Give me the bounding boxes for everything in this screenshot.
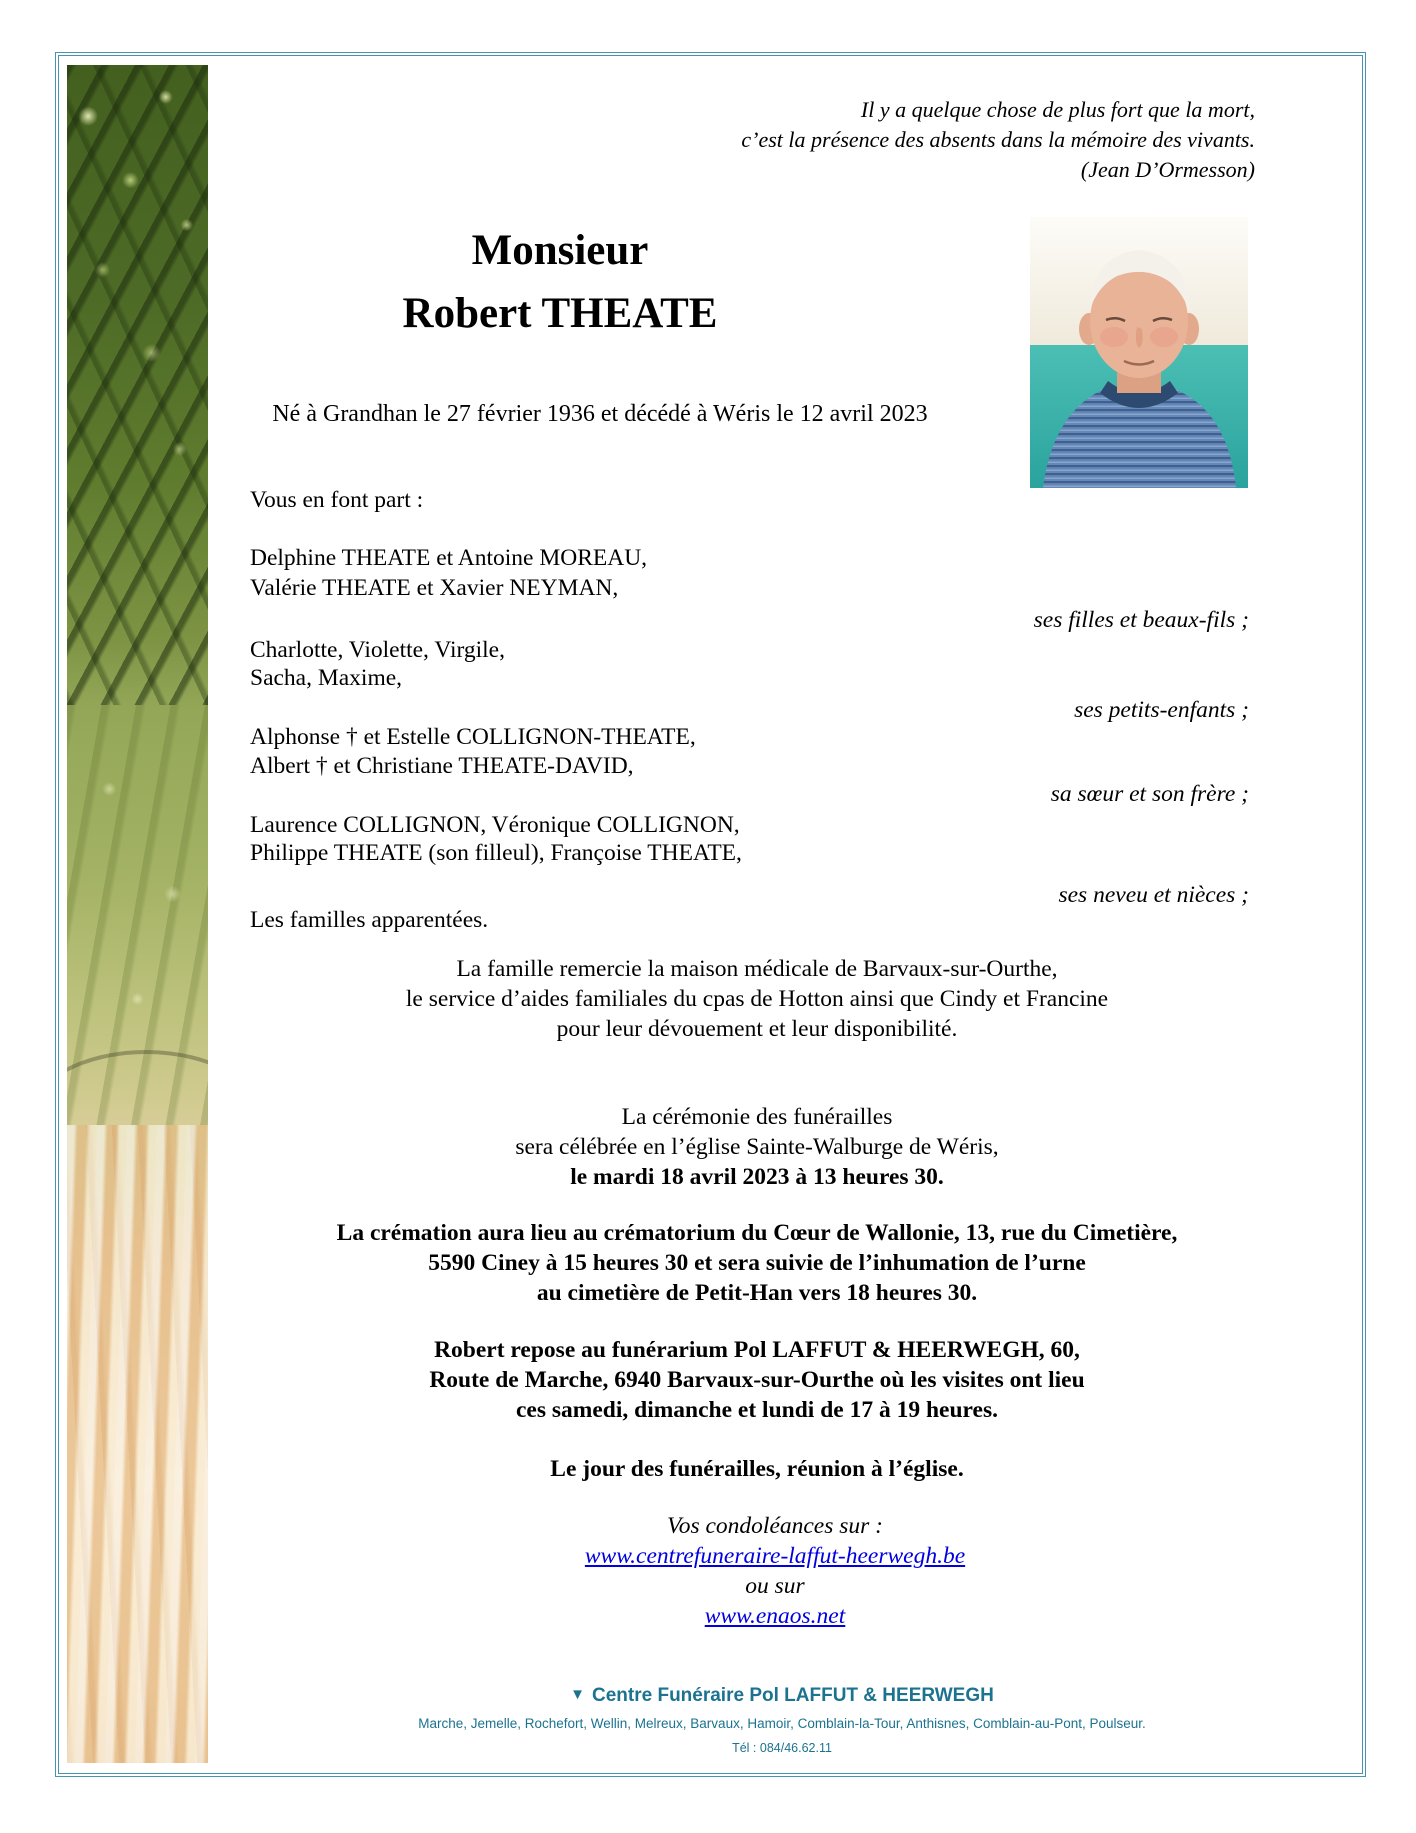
condolences-block (275, 1511, 1275, 1631)
funeral-home-locations: Marche, Jemelle, Rochefort, Wellin, Melreux, Barvaux, Hamoir, Comblain-la-Tour, Anthisnes, Comblain-au-Pont, Poulseur. (418, 1716, 1146, 1731)
family-line: Alphonse † et Estelle COLLIGNON-THEATE, (250, 724, 696, 750)
relation-label: ses filles et beaux-fils ; (1033, 607, 1249, 633)
quote-attribution: (Jean D’Ormesson) (1080, 157, 1255, 182)
repose-line: Robert repose au funérarium Pol LAFFUT & HEERWEGH, 60, (434, 1337, 1080, 1363)
funeral-home-title (282, 1683, 1282, 1707)
thanks-line: le service d’aides familiales du cpas de Hotton ainsi que Cindy et Francine (405, 986, 1109, 1012)
cremation-line: au cimetière de Petit-Han vers 18 heures 30. (536, 1280, 978, 1306)
funeral-home-name: Centre Funéraire Pol LAFFUT & HEERWEGH (592, 1685, 994, 1706)
cremation-line: 5590 Ciney à 15 heures 30 et sera suivie de l’inhumation de l’urne (428, 1250, 1086, 1276)
family-line: Valérie THEATE et Xavier NEYMAN, (250, 575, 619, 601)
cremation-paragraph (257, 1218, 1257, 1308)
ceremony-line: La cérémonie des funérailles (621, 1104, 893, 1130)
triangle-down-icon: ▼ (570, 1686, 585, 1703)
condolences-separator: ou sur (745, 1573, 805, 1599)
thanks-paragraph (257, 954, 1257, 1044)
quote-line: c’est la présence des absents dans la mémoire des vivants. (741, 127, 1255, 152)
family-line: Charlotte, Violette, Virgile, (250, 637, 505, 663)
birth-death-line: Né à Grandhan le 27 février 1936 et décédé à Wéris le 12 avril 2023 (272, 401, 928, 427)
family-line: Albert † et Christiane THEATE-DAVID, (250, 753, 634, 779)
condolences-link-funeraire[interactable]: www.centrefuneraire-laffut-heerwegh.be (584, 1543, 966, 1569)
family-line: Philippe THEATE (son filleul), Françoise THEATE, (250, 840, 742, 866)
repose-paragraph (257, 1335, 1257, 1425)
family-section (250, 485, 1249, 940)
cremation-line: La crémation aura lieu au crématorium du Cœur de Wallonie, 13, rue du Cimetière, (336, 1220, 1178, 1246)
repose-line: Route de Marche, 6940 Barvaux-sur-Ourthe où les visites ont lieu (429, 1367, 1085, 1393)
repose-line: ces samedi, dimanche et lundi de 17 à 19 heures. (516, 1397, 998, 1423)
thanks-line: pour leur dévouement et leur disponibilité. (556, 1016, 958, 1042)
family-line: Laurence COLLIGNON, Véronique COLLIGNON, (250, 812, 740, 838)
relation-label: ses neveu et nièces ; (1058, 882, 1249, 908)
sunlit-path (67, 1125, 208, 1763)
ceremony-line: sera célébrée en l’église Sainte-Walburge de Wéris, (515, 1134, 999, 1160)
reunion-line: Le jour des funérailles, réunion à l’église. (550, 1456, 964, 1482)
relation-label: ses petits-enfants ; (1074, 697, 1249, 723)
thanks-line: La famille remercie la maison médicale de Barvaux-sur-Ourthe, (456, 956, 1058, 982)
foliage-top (67, 65, 208, 705)
quote-line: Il y a quelque chose de plus fort que la mort, (860, 97, 1255, 122)
quote-block (455, 95, 1255, 185)
deceased-title (210, 219, 910, 345)
condolences-link-enaos[interactable]: www.enaos.net (704, 1603, 846, 1629)
ceremony-paragraph (257, 1102, 1257, 1192)
portrait-illustration (1030, 217, 1248, 488)
family-intro: Vous en font part : (250, 487, 424, 513)
funeral-home-phone: Tél : 084/46.62.11 (732, 1741, 832, 1755)
salutation: Monsieur (471, 227, 649, 274)
family-line: Delphine THEATE et Antoine MOREAU, (250, 545, 648, 571)
portrait-photo (1030, 217, 1248, 488)
condolences-intro: Vos condoléances sur : (666, 1513, 884, 1539)
family-line: Les familles apparentées. (250, 907, 489, 933)
family-line: Sacha, Maxime, (250, 665, 403, 691)
forest-path-image (67, 65, 208, 1763)
ceremony-datetime: le mardi 18 avril 2023 à 13 heures 30. (570, 1164, 944, 1190)
relation-label: sa sœur et son frère ; (1050, 781, 1249, 807)
deceased-name: Robert THEATE (402, 290, 718, 337)
